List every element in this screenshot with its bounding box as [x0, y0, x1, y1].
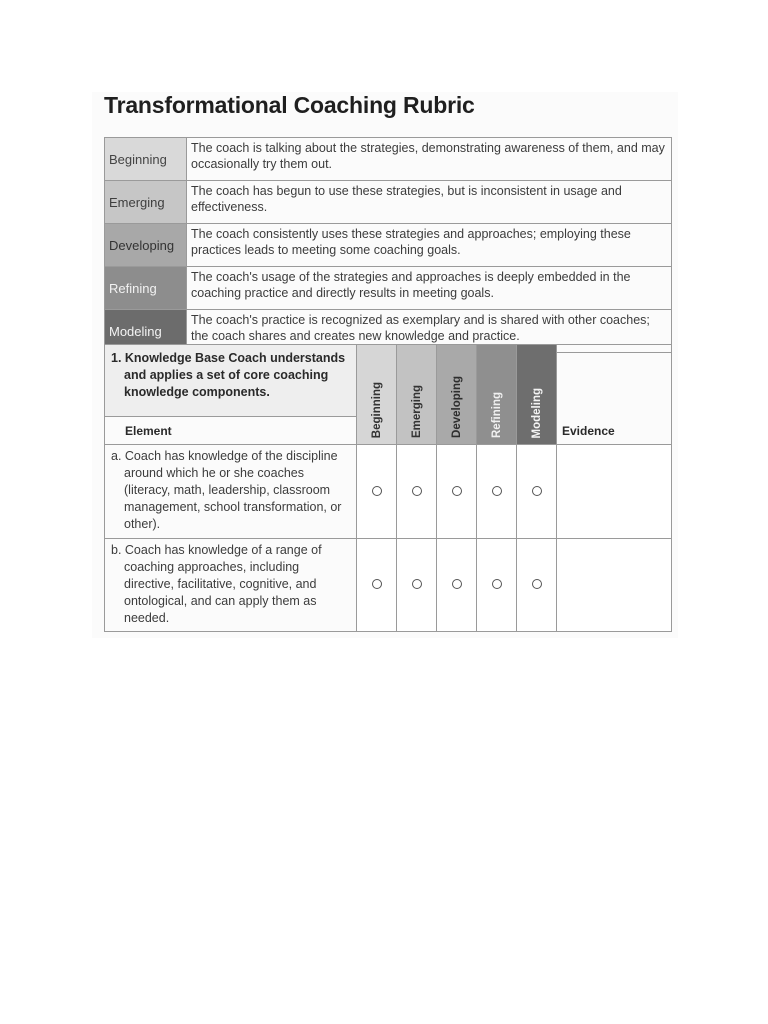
radio-option[interactable] — [372, 579, 382, 589]
column-header-modeling — [517, 345, 557, 445]
rating-cell-beginning[interactable] — [357, 539, 397, 632]
rating-cell-emerging[interactable] — [397, 445, 437, 539]
column-label: Developing — [450, 376, 463, 438]
table-row — [105, 539, 672, 632]
column-label: Modeling — [530, 387, 543, 438]
rubric-document — [92, 92, 678, 638]
rubric-heading-cell — [105, 345, 357, 417]
rubric-heading: 1. Knowledge Base Coach understands and applies a set of core coaching knowledge components. — [111, 351, 346, 399]
levels-table — [104, 137, 672, 353]
radio-option[interactable] — [492, 579, 502, 589]
level-name: Beginning — [105, 138, 187, 181]
radio-option[interactable] — [492, 486, 502, 496]
radio-option[interactable] — [532, 486, 542, 496]
rating-cell-refining[interactable] — [477, 445, 517, 539]
column-label: Refining — [490, 392, 503, 438]
level-row — [105, 224, 672, 267]
radio-option[interactable] — [452, 579, 462, 589]
level-description: The coach's usage of the strategies and approaches is deeply embedded in the coaching practice and directly results in meeting goals. — [187, 267, 672, 310]
radio-option[interactable] — [452, 486, 462, 496]
rubric-item-text: a. Coach has knowledge of the discipline around which he or she coaches (literacy, math, leadership, classroom management, school transformation, or other). — [111, 449, 342, 531]
rating-cell-modeling[interactable] — [517, 539, 557, 632]
level-row — [105, 267, 672, 310]
level-name: Emerging — [105, 181, 187, 224]
radio-option[interactable] — [532, 579, 542, 589]
rubric-table — [104, 344, 672, 632]
level-name: Refining — [105, 267, 187, 310]
column-header-refining — [477, 345, 517, 445]
radio-option[interactable] — [372, 486, 382, 496]
rubric-item — [105, 445, 357, 539]
rating-cell-developing[interactable] — [437, 539, 477, 632]
rating-cell-refining[interactable] — [477, 539, 517, 632]
rating-cell-beginning[interactable] — [357, 445, 397, 539]
page-title: Transformational Coaching Rubric — [104, 92, 475, 118]
evidence-header: Evidence — [557, 345, 672, 445]
radio-option[interactable] — [412, 486, 422, 496]
column-header-beginning — [357, 345, 397, 445]
element-header: Element — [105, 417, 357, 445]
level-description: The coach consistently uses these strategies and approaches; employing these practices leads to meeting some coaching goals. — [187, 224, 672, 267]
column-label: Emerging — [410, 384, 423, 438]
level-row — [105, 138, 672, 181]
column-label: Beginning — [370, 381, 383, 438]
table-row — [105, 445, 672, 539]
rating-cell-developing[interactable] — [437, 445, 477, 539]
column-header-developing — [437, 345, 477, 445]
level-row — [105, 181, 672, 224]
rating-cell-modeling[interactable] — [517, 445, 557, 539]
evidence-cell[interactable] — [557, 445, 672, 539]
column-header-emerging — [397, 345, 437, 445]
level-description: The coach's practice is recognized as exemplary and is shared with other coaches; the coach shares and creates new knowledge and practice. — [187, 310, 672, 353]
rating-cell-emerging[interactable] — [397, 539, 437, 632]
level-description: The coach has begun to use these strategies, but is inconsistent in usage and effectiveness. — [187, 181, 672, 224]
level-description: The coach is talking about the strategies, demonstrating awareness of them, and may occasionally try them out. — [187, 138, 672, 181]
radio-option[interactable] — [412, 579, 422, 589]
level-name: Developing — [105, 224, 187, 267]
rubric-item — [105, 539, 357, 632]
rubric-header-row — [105, 345, 672, 417]
level-name: Modeling — [105, 310, 187, 353]
rubric-item-text: b. Coach has knowledge of a range of coaching approaches, including directive, facilitative, cognitive, and ontological, and can apply them as needed. — [111, 543, 322, 625]
evidence-cell[interactable] — [557, 539, 672, 632]
